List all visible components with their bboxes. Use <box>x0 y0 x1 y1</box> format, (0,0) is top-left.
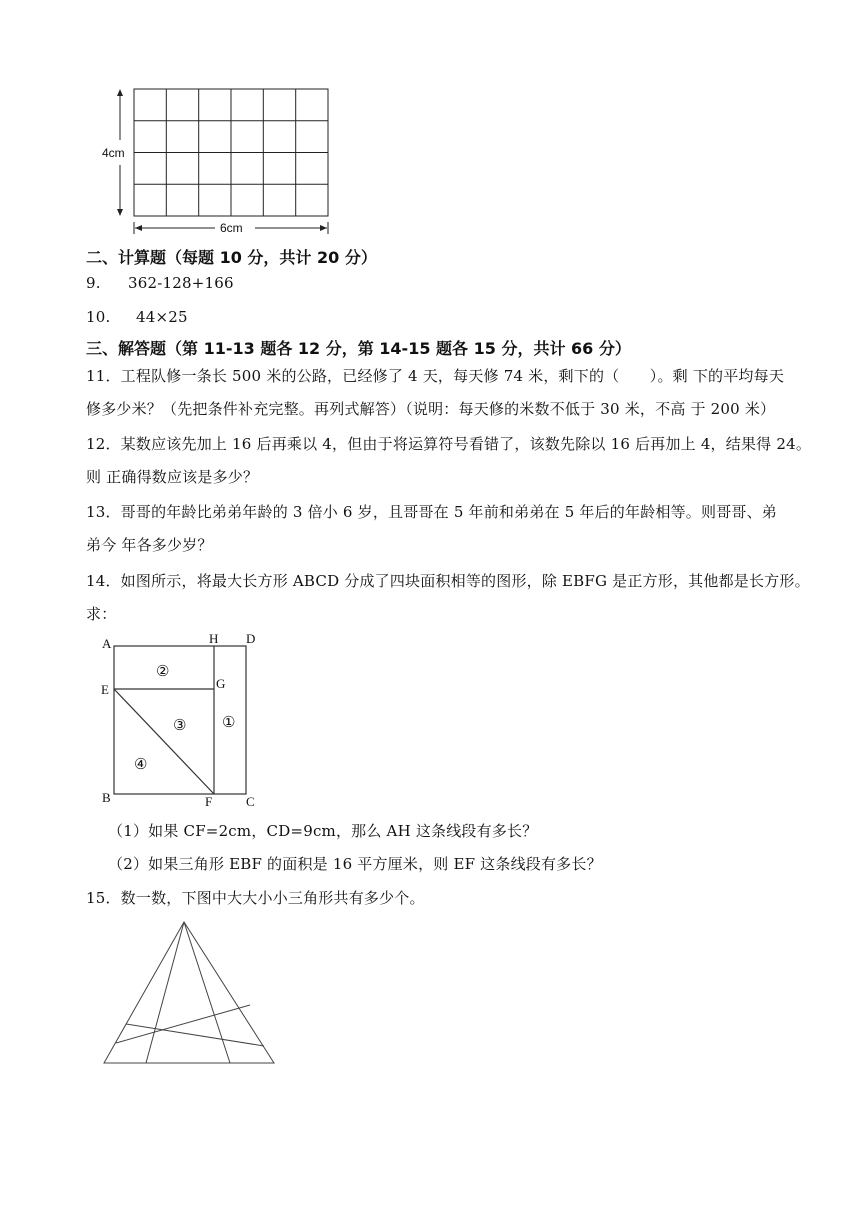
label-c: C <box>246 794 255 809</box>
region-2-label: ② <box>156 664 170 680</box>
q9-expression: 362-128+166 <box>128 274 234 292</box>
q15-line1: 15．数一数，下图中大大小小三角形共有多少个。 <box>86 889 425 907</box>
q13-line2: 弟今 年各多少岁？ <box>86 536 213 554</box>
q14-sub1: （1）如果 CF=2cm，CD=9cm，那么 AH 这条线段有多长？ <box>108 822 538 840</box>
label-g: G <box>216 676 226 691</box>
label-a: A <box>102 636 112 651</box>
label-e: E <box>101 682 109 697</box>
region-4-label: ④ <box>134 757 148 773</box>
region-3-label: ③ <box>173 718 187 734</box>
q14-line1: 14．如图所示，将最大长方形 ABCD 分成了四块面积相等的图形，除 EBFG 是正方形，其他都是长方形。 <box>86 572 810 590</box>
triangle-count-figure <box>100 918 280 1068</box>
label-f: F <box>205 794 213 809</box>
q11-line1: 11．工程队修一条长 500 米的公路，已经修了 4 天，每天修 74 米，剩下的（ ）。剩 下的平均每天 <box>86 367 785 385</box>
grid-width-label: 6cm <box>220 221 243 235</box>
q14-sub2: （2）如果三角形 EBF 的面积是 16 平方厘米，则 EF 这条线段有多长？ <box>108 855 602 873</box>
label-b: B <box>102 790 111 805</box>
section2-heading: 二、计算题（每题 10 分，共计 20 分） <box>86 248 377 267</box>
section3-heading: 三、解答题（第 11-13 题各 12 分，第 14-15 题各 15 分，共计 66 分） <box>86 339 631 358</box>
grid-figure <box>95 80 345 240</box>
q11-line2: 修多少米？（先把条件补充完整。再列式解答）（说明：每天修的米数不低于 30 米，不高 于 200 米） <box>86 400 776 418</box>
q12-line1: 12．某数应该先加上 16 后再乘以 4，但由于将运算符号看错了，该数先除以 16 后再加上 4，结果得 24。 <box>86 435 812 453</box>
region-1-label: ① <box>222 715 236 731</box>
label-d: D <box>246 631 256 646</box>
label-h: H <box>209 631 219 646</box>
q14-line2: 求： <box>86 605 117 623</box>
grid-height-label: 4cm <box>102 146 125 160</box>
q13-line1: 13．哥哥的年龄比弟弟年龄的 3 倍小 6 岁，且哥哥在 5 年前和弟弟在 5 年后的年龄相等。则哥哥、弟 <box>86 503 778 521</box>
q10-number: 10. <box>86 308 111 326</box>
q10-expression: 44×25 <box>136 308 188 326</box>
q9-number: 9. <box>86 274 101 292</box>
q12-line2: 则 正确得数应该是多少？ <box>86 468 259 486</box>
